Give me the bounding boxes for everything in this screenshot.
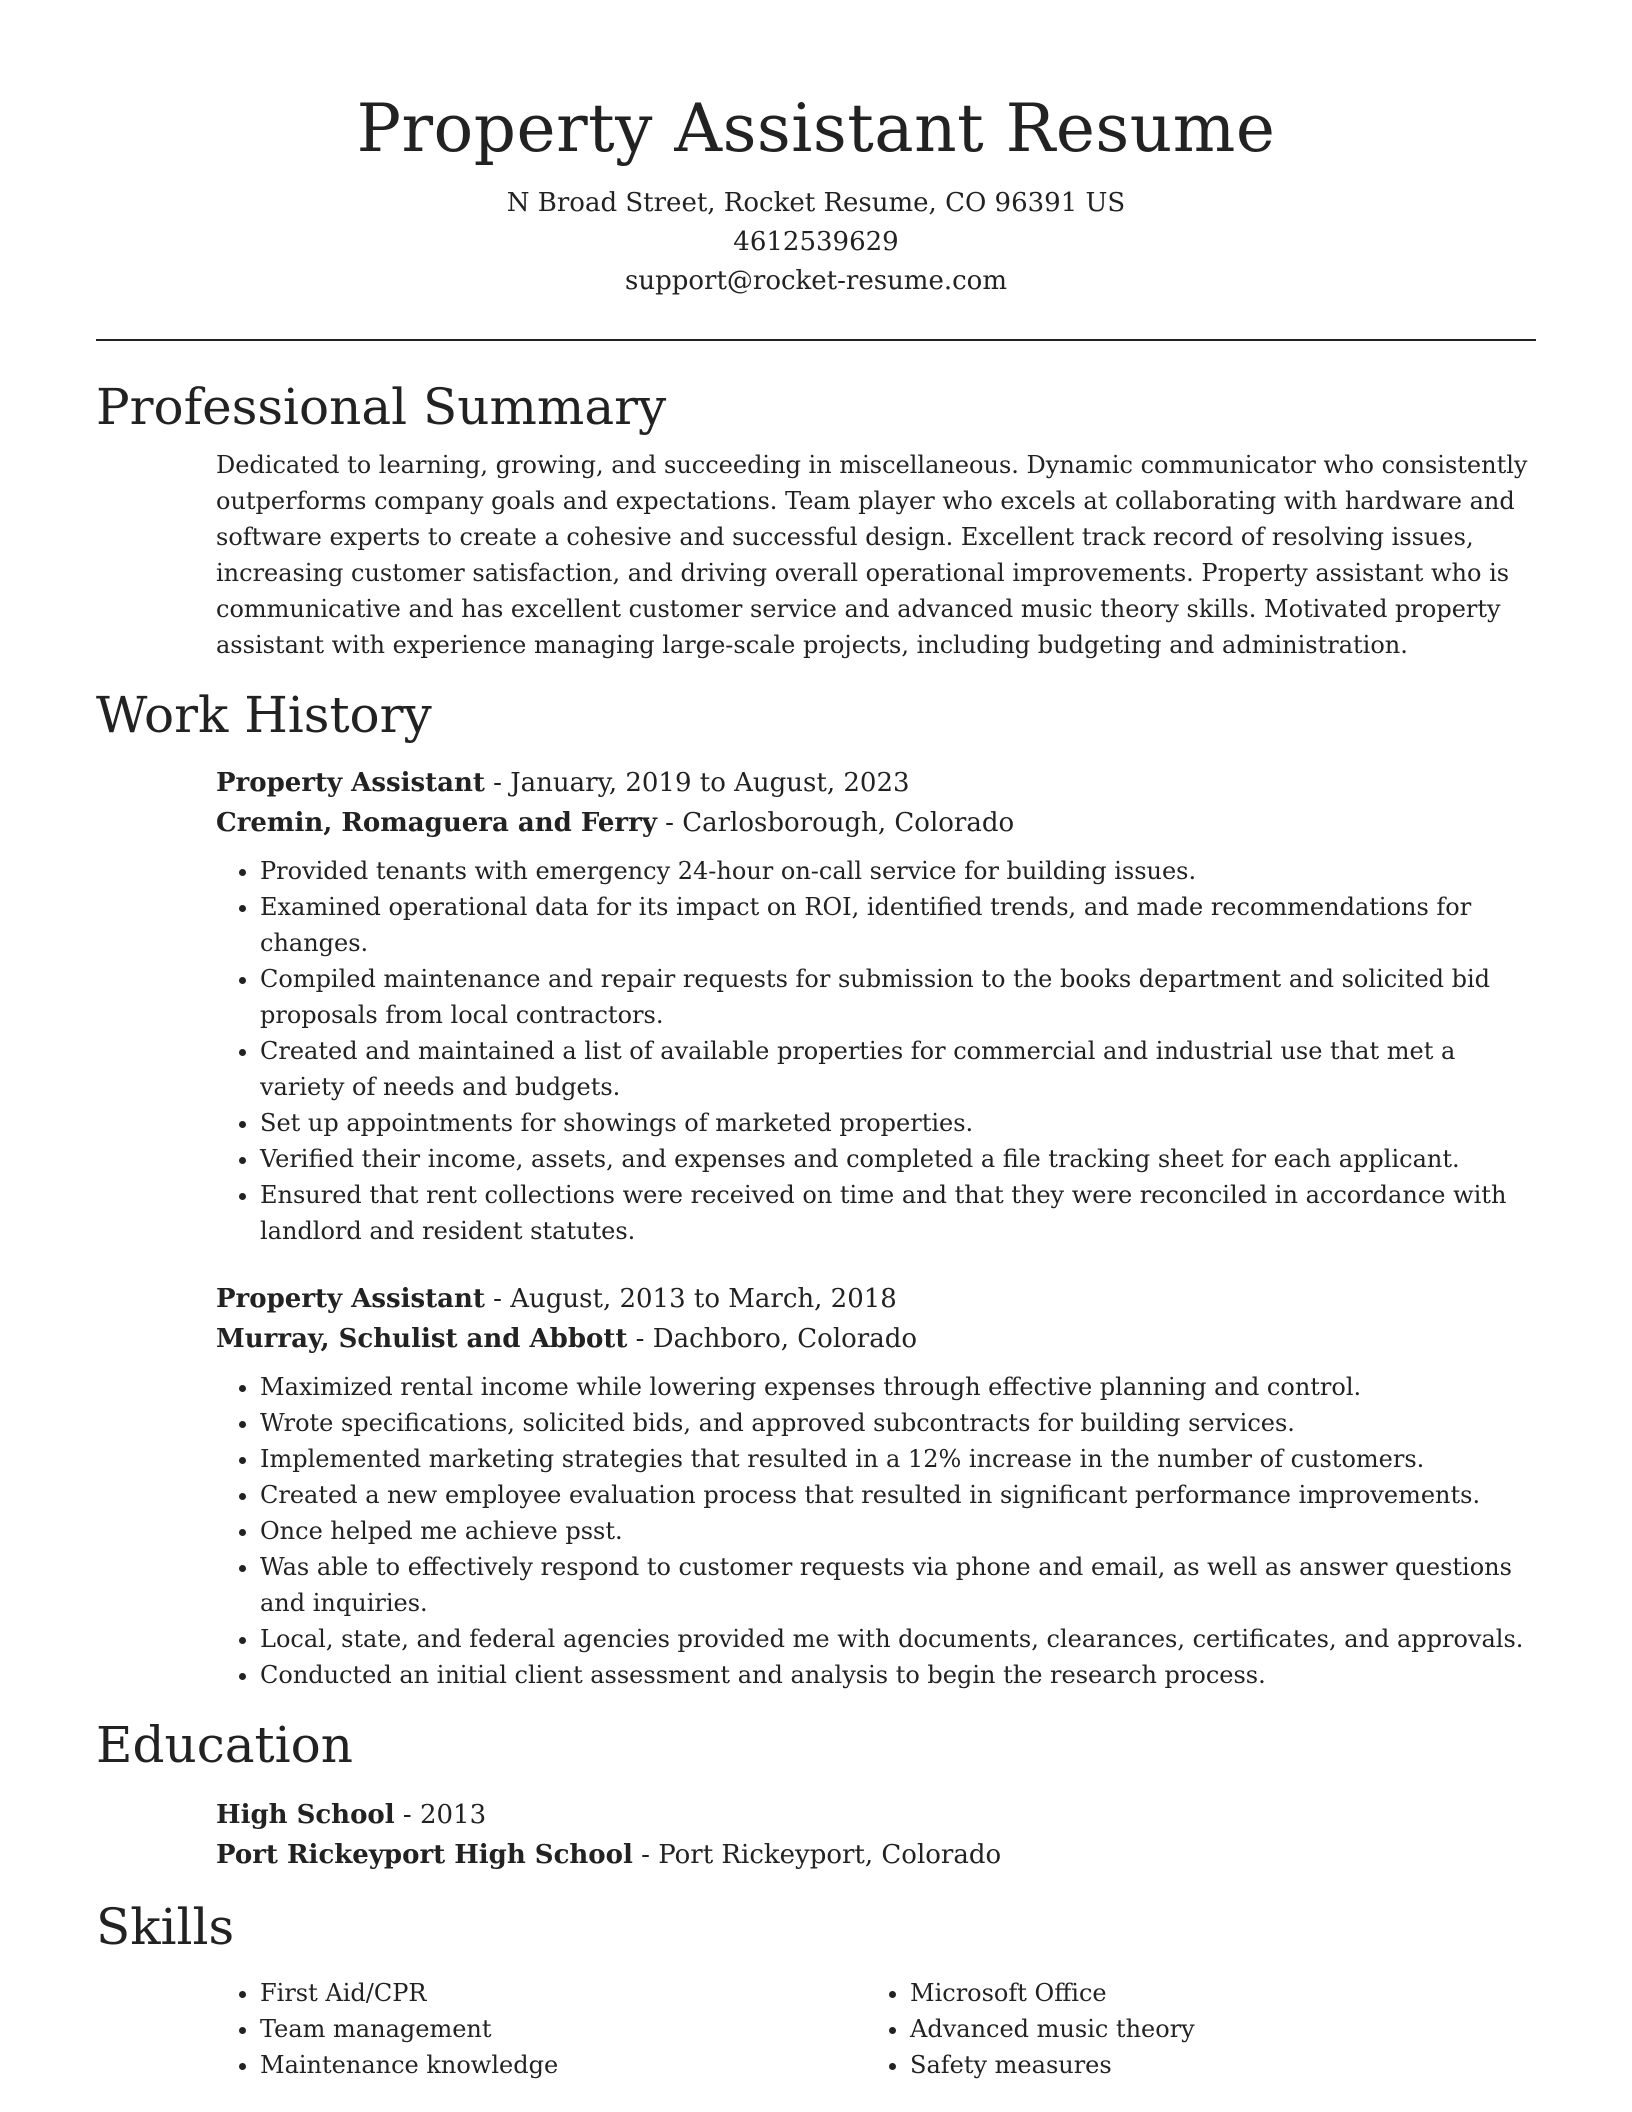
email-text: support@rocket-resume.com (624, 266, 1007, 296)
list-item: • Implemented marketing strategies that resulted in a 12% increase in the number of customers. (260, 1441, 1536, 1477)
summary-section (96, 377, 1536, 663)
work-history-section (96, 685, 1536, 1693)
education-entry (216, 1795, 1536, 1875)
list-item: • Examined operational data for its impact on ROI, identified trends, and made recommendations for changes. (260, 889, 1536, 961)
skills-column-right (866, 1975, 1516, 2083)
header-divider (96, 339, 1536, 341)
list-item: • Local, state, and federal agencies provided me with documents, clearances, certificates, and approvals. (260, 1621, 1536, 1657)
skills-list (216, 1975, 866, 2083)
skill-item: • Team management (260, 2011, 866, 2047)
job-title-line (216, 763, 1536, 803)
job-title: Property Assistant (216, 1284, 485, 1314)
degree-line (216, 1795, 1536, 1835)
job-title: Property Assistant (216, 768, 485, 798)
graduation-year: - 2013 (394, 1800, 487, 1830)
education-section (96, 1715, 1536, 1875)
job-entry (216, 1279, 1536, 1693)
skill-item: • Advanced music theory (910, 2011, 1516, 2047)
skills-column-left (216, 1975, 866, 2083)
resume-page (96, 0, 1536, 2083)
job-bullets (216, 1369, 1536, 1693)
job-location: - Carlosborough, Colorado (656, 808, 1015, 838)
skills-list (866, 1975, 1516, 2083)
school-location: - Port Rickeyport, Colorado (632, 1840, 1002, 1870)
summary-text: Dedicated to learning, growing, and succeeding in miscellaneous. Dynamic communicator who consistently outperforms company goals and expectations. Team player who excels at collaborating with hardware and software experts to create a cohesive and successful design. Excellent track record of resolving issues, increasing customer satisfaction, and driving overall operational improvements. Property assistant who is communicative and has excellent customer service and advanced music theory skills. Motivated property assistant with experience managing large-scale projects, including budgeting and administration. (216, 451, 1528, 659)
skill-item: • Safety measures (910, 2047, 1516, 2083)
list-item: • Verified their income, assets, and expenses and completed a file tracking sheet for each applicant. (260, 1141, 1536, 1177)
address-text: N Broad Street, Rocket Resume, CO 96391 US (506, 188, 1126, 218)
skill-item: • First Aid/CPR (260, 1975, 866, 2011)
skill-item: • Maintenance knowledge (260, 2047, 866, 2083)
job-bullets (216, 853, 1536, 1249)
degree: High School (216, 1800, 395, 1830)
job-dates: - January, 2019 to August, 2023 (484, 768, 910, 798)
skill-item: • Microsoft Office (910, 1975, 1516, 2011)
list-item: • Compiled maintenance and repair requests for submission to the books department and solicited bid proposals from local contractors. (260, 961, 1536, 1033)
list-item: • Conducted an initial client assessment and analysis to begin the research process. (260, 1657, 1536, 1693)
education-heading: Education (96, 1716, 353, 1774)
job-company-line (216, 1319, 1536, 1359)
resume-title: Property Assistant Resume (356, 90, 1276, 167)
job-company: Cremin, Romaguera and Ferry (216, 808, 657, 838)
contact-block (96, 184, 1536, 301)
list-item: • Wrote specifications, solicited bids, and approved subcontracts for building services. (260, 1405, 1536, 1441)
list-item: • Was able to effectively respond to customer requests via phone and email, as well as answer questions and inquiries. (260, 1549, 1536, 1621)
job-dates: - August, 2013 to March, 2018 (484, 1284, 897, 1314)
school-name: Port Rickeyport High School (216, 1840, 633, 1870)
job-location: - Dachboro, Colorado (627, 1324, 918, 1354)
list-item: • Maximized rental income while lowering expenses through effective planning and control. (260, 1369, 1536, 1405)
skills-heading: Skills (96, 1898, 235, 1956)
phone-text: 4612539629 (733, 227, 899, 257)
list-item: • Ensured that rent collections were received on time and that they were reconciled in accordance with landlord and resident statutes. (260, 1177, 1536, 1249)
skills-section (96, 1897, 1536, 2083)
skills-columns (216, 1975, 1536, 2083)
list-item: • Once helped me achieve psst. (260, 1513, 1536, 1549)
job-title-line (216, 1279, 1536, 1319)
job-company: Murray, Schulist and Abbott (216, 1324, 628, 1354)
list-item: • Created a new employee evaluation process that resulted in significant performance improvements. (260, 1477, 1536, 1513)
job-entry (216, 763, 1536, 1249)
list-item: • Set up appointments for showings of marketed properties. (260, 1105, 1536, 1141)
job-company-line (216, 803, 1536, 843)
school-line (216, 1835, 1536, 1875)
summary-heading: Professional Summary (96, 378, 667, 436)
list-item: • Created and maintained a list of available properties for commercial and industrial use that met a variety of needs and budgets. (260, 1033, 1536, 1105)
list-item: • Provided tenants with emergency 24-hour on-call service for building issues. (260, 853, 1536, 889)
work-history-heading: Work History (96, 686, 432, 744)
